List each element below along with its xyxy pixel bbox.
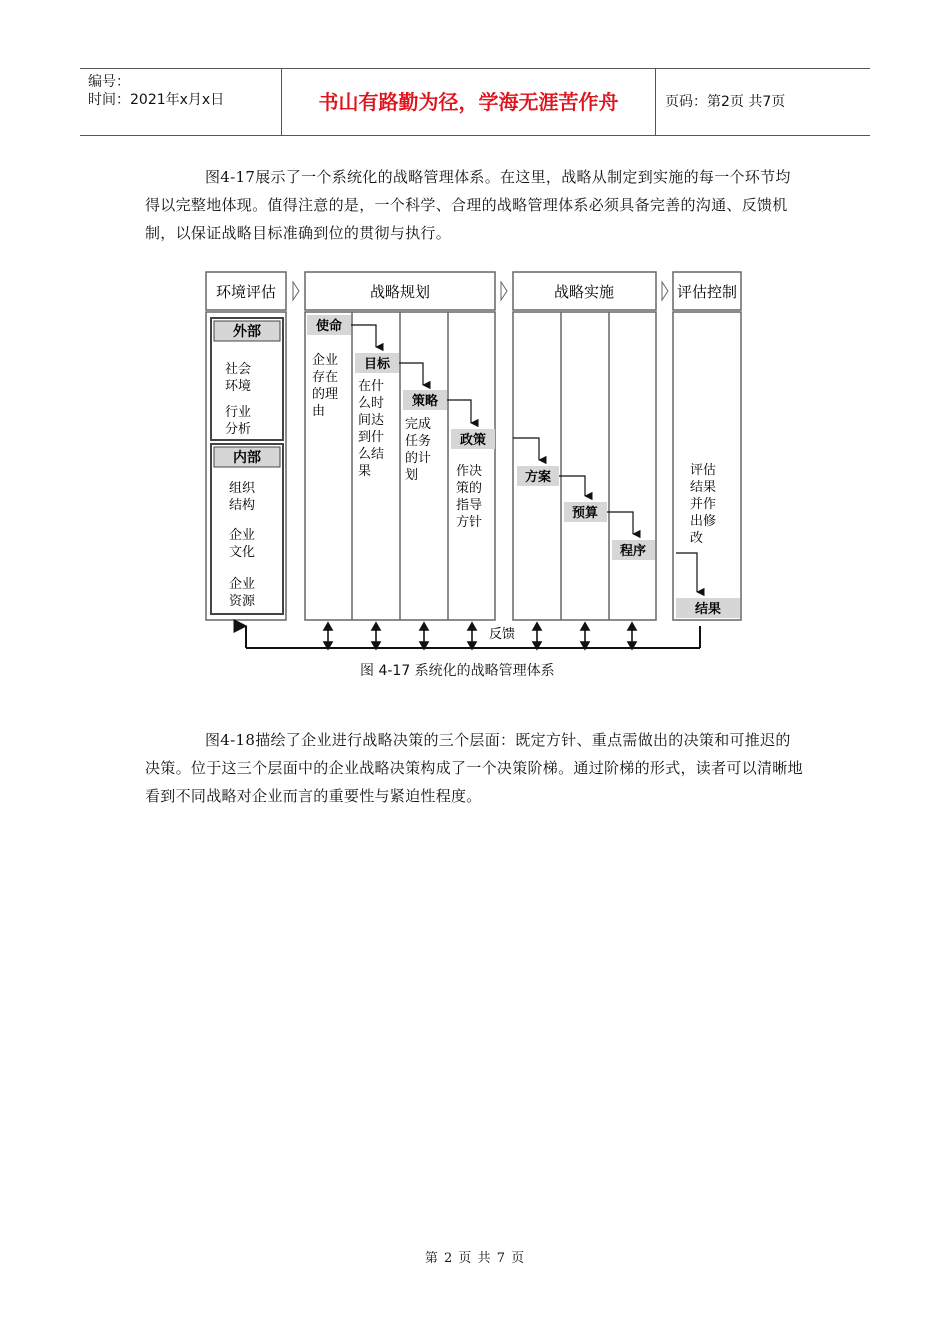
header-motto: 书山有路勤为径，学海无涯苦作舟: [282, 69, 656, 135]
paragraph-1-text: 图4-17展示了一个系统化的战略管理体系。在这里，战略从制定到实施的每一个环节均得以完整地体现。值得注意的是，一个科学、合理的战略管理体系必须具备完善的沟通、反馈机制，以保证战略目标准确到位的贯彻与执行。: [145, 168, 791, 242]
env-item-resources: 企业资源: [228, 577, 256, 609]
implementation-header-label: 战略实施: [553, 283, 615, 301]
planning-header-label: 战略规划: [369, 283, 431, 301]
control-header-label: 评估控制: [676, 283, 738, 301]
paragraph-2: [145, 726, 805, 810]
arrow-triangle-2: [501, 282, 507, 300]
step-policy-desc: 作决策的指导方针: [456, 464, 483, 530]
arrow-triangle-3: [662, 282, 668, 300]
step-budget: 预算: [571, 506, 599, 521]
feedback-label: 反馈: [488, 627, 516, 642]
figure-caption: 图 4-17 系统化的战略管理体系: [360, 663, 555, 679]
env-item-industry: 行业分析: [224, 405, 252, 437]
time-label: 时间：2021年x月x日: [88, 92, 225, 108]
paragraph-2-text: 图4-18描绘了企业进行战略决策的三个层面：既定方针、重点需做出的决策和可推迟的决策。位于这三个层面中的企业战略决策构成了一个决策阶梯。通过阶梯的形式，读者可以清晰地看到不同战略对企业而言的重要性与紧迫性程度。: [145, 731, 803, 805]
step-mission: 使命: [315, 319, 343, 334]
env-item-social: 社会环境: [224, 362, 252, 394]
paragraph-1: [145, 163, 805, 247]
control-desc: 评估结果并作出修改: [690, 463, 717, 546]
step-strategy-desc: 完成任务的计划: [405, 417, 432, 483]
internal-group: [211, 444, 283, 614]
header-page-label: 页码：第2页 共7页: [665, 94, 786, 110]
step-procedure: 程序: [619, 544, 647, 559]
internal-title: 内部: [233, 450, 261, 466]
number-label: 编号：: [88, 74, 130, 90]
column-headers: [206, 272, 741, 310]
feedback-loop: [246, 623, 700, 649]
step-plan: 方案: [524, 470, 552, 485]
external-group: [211, 318, 283, 440]
env-item-culture: 企业文化: [228, 528, 256, 560]
env-item-structure: 组织结构: [228, 481, 256, 513]
page-footer: 第 2 页 共 7 页: [424, 1251, 526, 1266]
step-goal: 目标: [363, 357, 391, 372]
external-title: 外部: [233, 324, 261, 340]
strategy-figure: [200, 268, 750, 688]
env-header-label: 环境评估: [215, 283, 277, 301]
step-strategy: 策略: [411, 394, 439, 409]
arrow-triangle-1: [293, 282, 299, 300]
step-goal-desc: 在什么时间达到什么结果: [358, 379, 385, 479]
header-table: [80, 68, 870, 136]
step-mission-desc: 企业存在的理由: [312, 353, 339, 419]
strategy-diagram: [200, 268, 750, 658]
control-result: 结果: [694, 602, 722, 617]
step-policy: 政策: [459, 433, 487, 448]
header-meta: [80, 69, 282, 135]
